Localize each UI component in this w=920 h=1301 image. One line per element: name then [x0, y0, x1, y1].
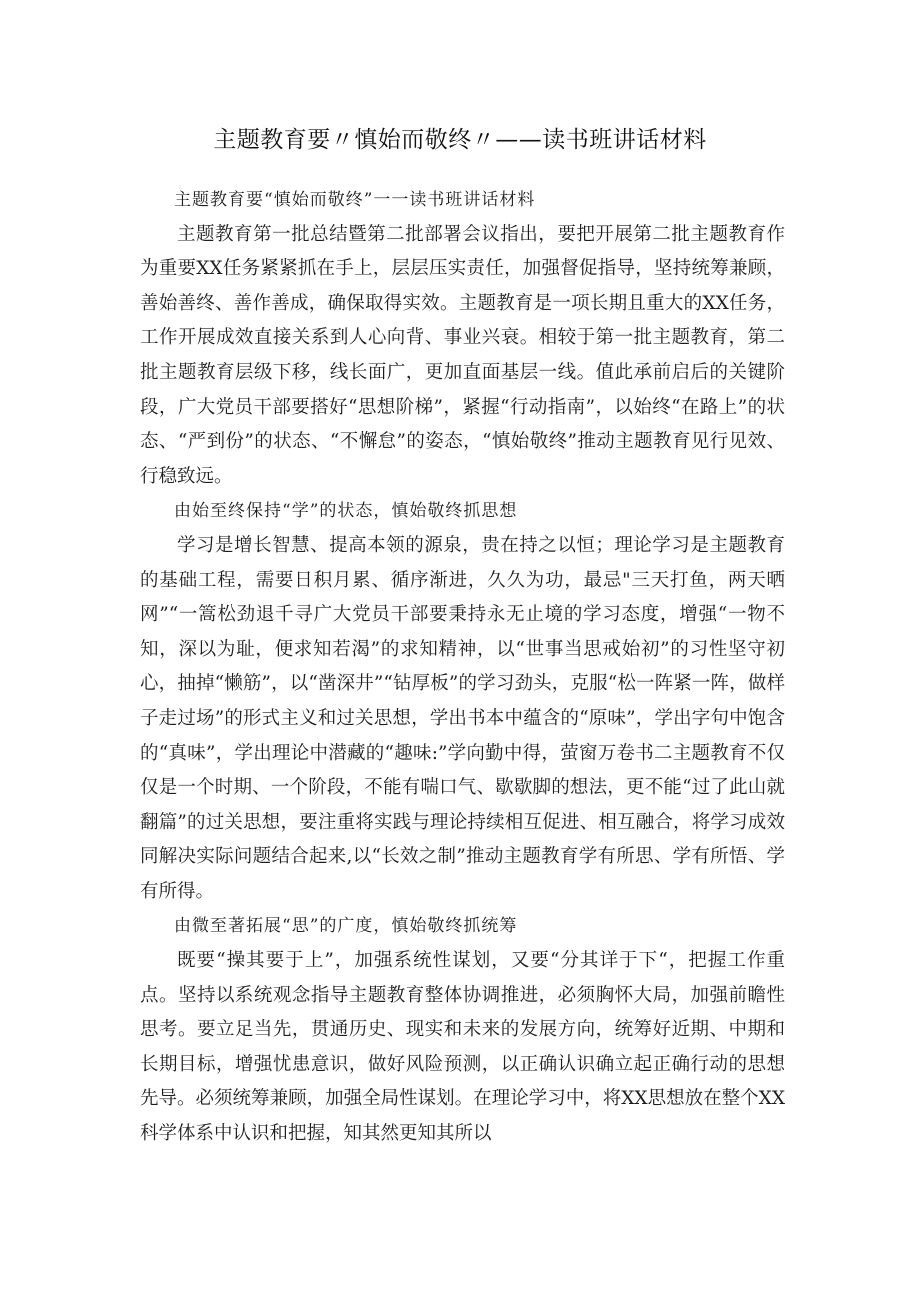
intro-paragraph: 主题教育第一批总结暨第二批部署会议指出，要把开展第二批主题教育作为重要XX任务紧紧抓在手上，层层压实责任，加强督促指导，坚持统筹兼顾，善始善终、善作善成，确保取得实效。主题教育是一项长期且重大的XX任务，工作开展成效直接关系到人心向背、事业兴衰。相较于第一批主题教育，第二批主题教育层级下移，线长面广，更加直面基层一线。值此承前启后的关键阶段，广大党员干部要搭好“思想阶梯”，紧握“行动指南”，以始终“在路上”的状态、“严到份”的状态、“不懈怠”的姿态，“慎始敬终”推动主题教育见行见效、行稳致远。	[140, 223, 785, 487]
document-title: 主题教育要〃慎始而敬终〃——读书班讲话材料	[213, 127, 707, 153]
study-paragraph: 学习是增长智慧、提高本领的源泉，贵在持之以恒；理论学习是主题教育的基础工程，需要日积月累、循序渐进，久久为功，最忌"三天打鱼，两天晒网”“一篙松劲退千寻广大党员干部要秉持永无止境的学习态度，增强“一物不知，深以为耻，便求知若渴”的求知精神，以“世事当思戒始初”的习性坚守初心，抽掉“懒筋”，以“凿深井”“钻厚板”的学习劲头，克服“松一阵紧一阵，做样子走过场”的形式主义和过关思想，学出书本中蕴含的“原味”，学出字句中饱含的“真味”，学出理论中潜藏的“趣味:”学向勤中得，萤窗万卷书二主题教育不仅仅是一个时期、一个阶段，不能有喘口气、歇歇脚的想法，更不能“过了此山就翻篇”的过关思想，要注重将实践与理论持续相互促进、相互融合，将学习成效同解决实际问题结合起来,以“长效之制”推动主题教育学有所思、学有所悟、学有所得。	[140, 534, 785, 902]
document-body	[140, 183, 785, 1152]
section-heading-overall-planning: 由微至著拓展“思”的广度，慎始敬终抓统筹	[174, 916, 518, 937]
section-heading-study: 由始至终保持“学”的状态，慎始敬终抓思想	[174, 501, 518, 522]
repeated-title-line: 主题教育要“慎始而敬终”一一读书班讲话材料	[174, 190, 536, 210]
overall-planning-paragraph: 既要“操其要于上”，加强系统性谋划，又要“分其详于下“，把握工作重点。坚持以系统观念指导主题教育整体协调推进，必须胸怀大局，加强前瞻性思考。要立足当先，贯通历史、现实和未来的发展方向，统筹好近期、中期和长期目标，增强忧患意识，做好风险预测，以正确认识确立起正确行动的思想先导。必须统筹兼顾，加强全局性谋划。在理论学习中，将XX思想放在整个XX科学体系中认识和把握，知其然更知其所以	[140, 950, 785, 1145]
